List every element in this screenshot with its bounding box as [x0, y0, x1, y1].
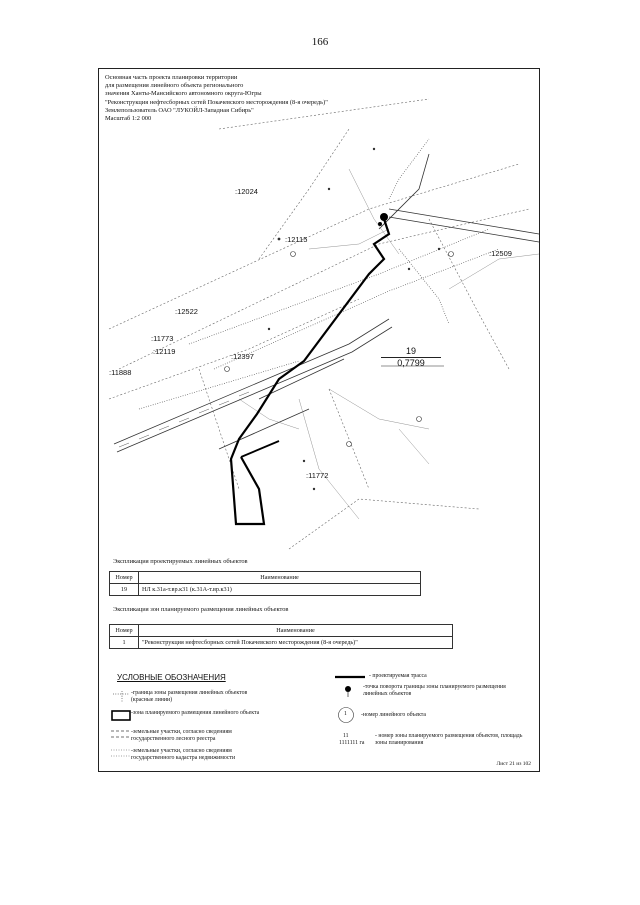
legend-zone-number: - номер зоны планируемого размещения объектов, площадь зоны планирования: [375, 733, 523, 746]
table-cell: 19: [110, 584, 139, 596]
table1-caption: Экспликация проектируемых линейных объектов: [113, 558, 248, 565]
legend-zone-number-prefix: 11: [343, 733, 349, 739]
table2-caption: Экспликация зон планируемого размещения линейных объектов: [113, 606, 289, 613]
parcel-label: :11773: [151, 334, 174, 343]
header-line: Основная часть проекта планировки территории: [105, 74, 238, 81]
legend-title: УСЛОВНЫЕ ОБОЗНАЧЕНИЯ: [117, 673, 226, 682]
route-symbol: [335, 674, 365, 680]
legend-circle-number: 1: [344, 711, 347, 717]
header-line: значения Ханты-Мансийского автономного округа-Югры: [105, 90, 262, 98]
legend-route: - проектируемая трасса: [369, 673, 427, 679]
legend-zone: -зона планируемого размещения линейного объекта: [131, 710, 260, 716]
parcel-label: :12119: [153, 347, 176, 356]
zones-table: [109, 624, 453, 649]
object-area: 0,7799: [397, 358, 425, 368]
parcel-label: :11888: [109, 368, 132, 377]
sheet-header: [105, 74, 435, 123]
legend-red-lines: -граница зоны размещения линейных объектов (красные линии): [131, 690, 248, 703]
table-header: Наименование: [139, 572, 421, 584]
header-line: "Реконструкция нефтесборных сетей Покачевского месторождения (8-я очередь)": [105, 98, 328, 106]
legend-turn-point: -точка поворота границы зоны планируемого размещения линейных объектов: [363, 684, 506, 697]
page-number: 166: [311, 36, 329, 48]
parcel-label: :12024: [235, 187, 258, 196]
object-number: 19: [381, 346, 441, 358]
header-line: Масштаб 1:2 000: [105, 115, 152, 123]
sheet-number: Лист 21 из 102: [496, 761, 531, 767]
table-header: Номер: [110, 625, 139, 637]
drawing-sheet: [98, 68, 540, 772]
table-cell: "Реконструкция нефтесборных сетей Покачевского месторождения (8-я очередь)": [139, 637, 453, 649]
header-line: для размещения линейного объекта регионального: [105, 82, 244, 90]
objects-table: [109, 571, 421, 596]
legend-object-number: -номер линейного объекта: [361, 712, 426, 718]
header-line: Землепользователь ОАО "ЛУКОЙЛ-Западная Сибирь": [105, 106, 254, 114]
zone-symbol: [111, 710, 131, 721]
table-cell: 1: [110, 637, 139, 649]
parcel-label: :11772: [306, 471, 329, 480]
table-header: Наименование: [139, 625, 453, 637]
object-tag: [381, 346, 441, 368]
legend-forest: -земельные участки, согласно сведениям государственного лесного реестра: [131, 729, 232, 742]
table-cell: НЛ к.31а-т.вр.к31 (к.31А-т.вр.к31): [139, 584, 421, 596]
parcel-label: :12522: [175, 307, 198, 316]
parcel-label: :12397: [231, 352, 254, 361]
forest-symbol: [111, 729, 131, 739]
parcel-label: :12509: [489, 249, 512, 258]
table-header: Номер: [110, 572, 139, 584]
legend-cadastre: -земельные участки, согласно сведениям государственного кадастра недвижимости: [131, 748, 236, 761]
legend-zone-number-sample: 1111111 га: [339, 740, 365, 746]
turn-point-symbol: [343, 685, 353, 697]
parcel-label: :12115: [285, 235, 308, 244]
cadastre-symbol: [111, 748, 131, 758]
planning-map: [99, 69, 539, 629]
red-line-symbol: [113, 691, 129, 703]
